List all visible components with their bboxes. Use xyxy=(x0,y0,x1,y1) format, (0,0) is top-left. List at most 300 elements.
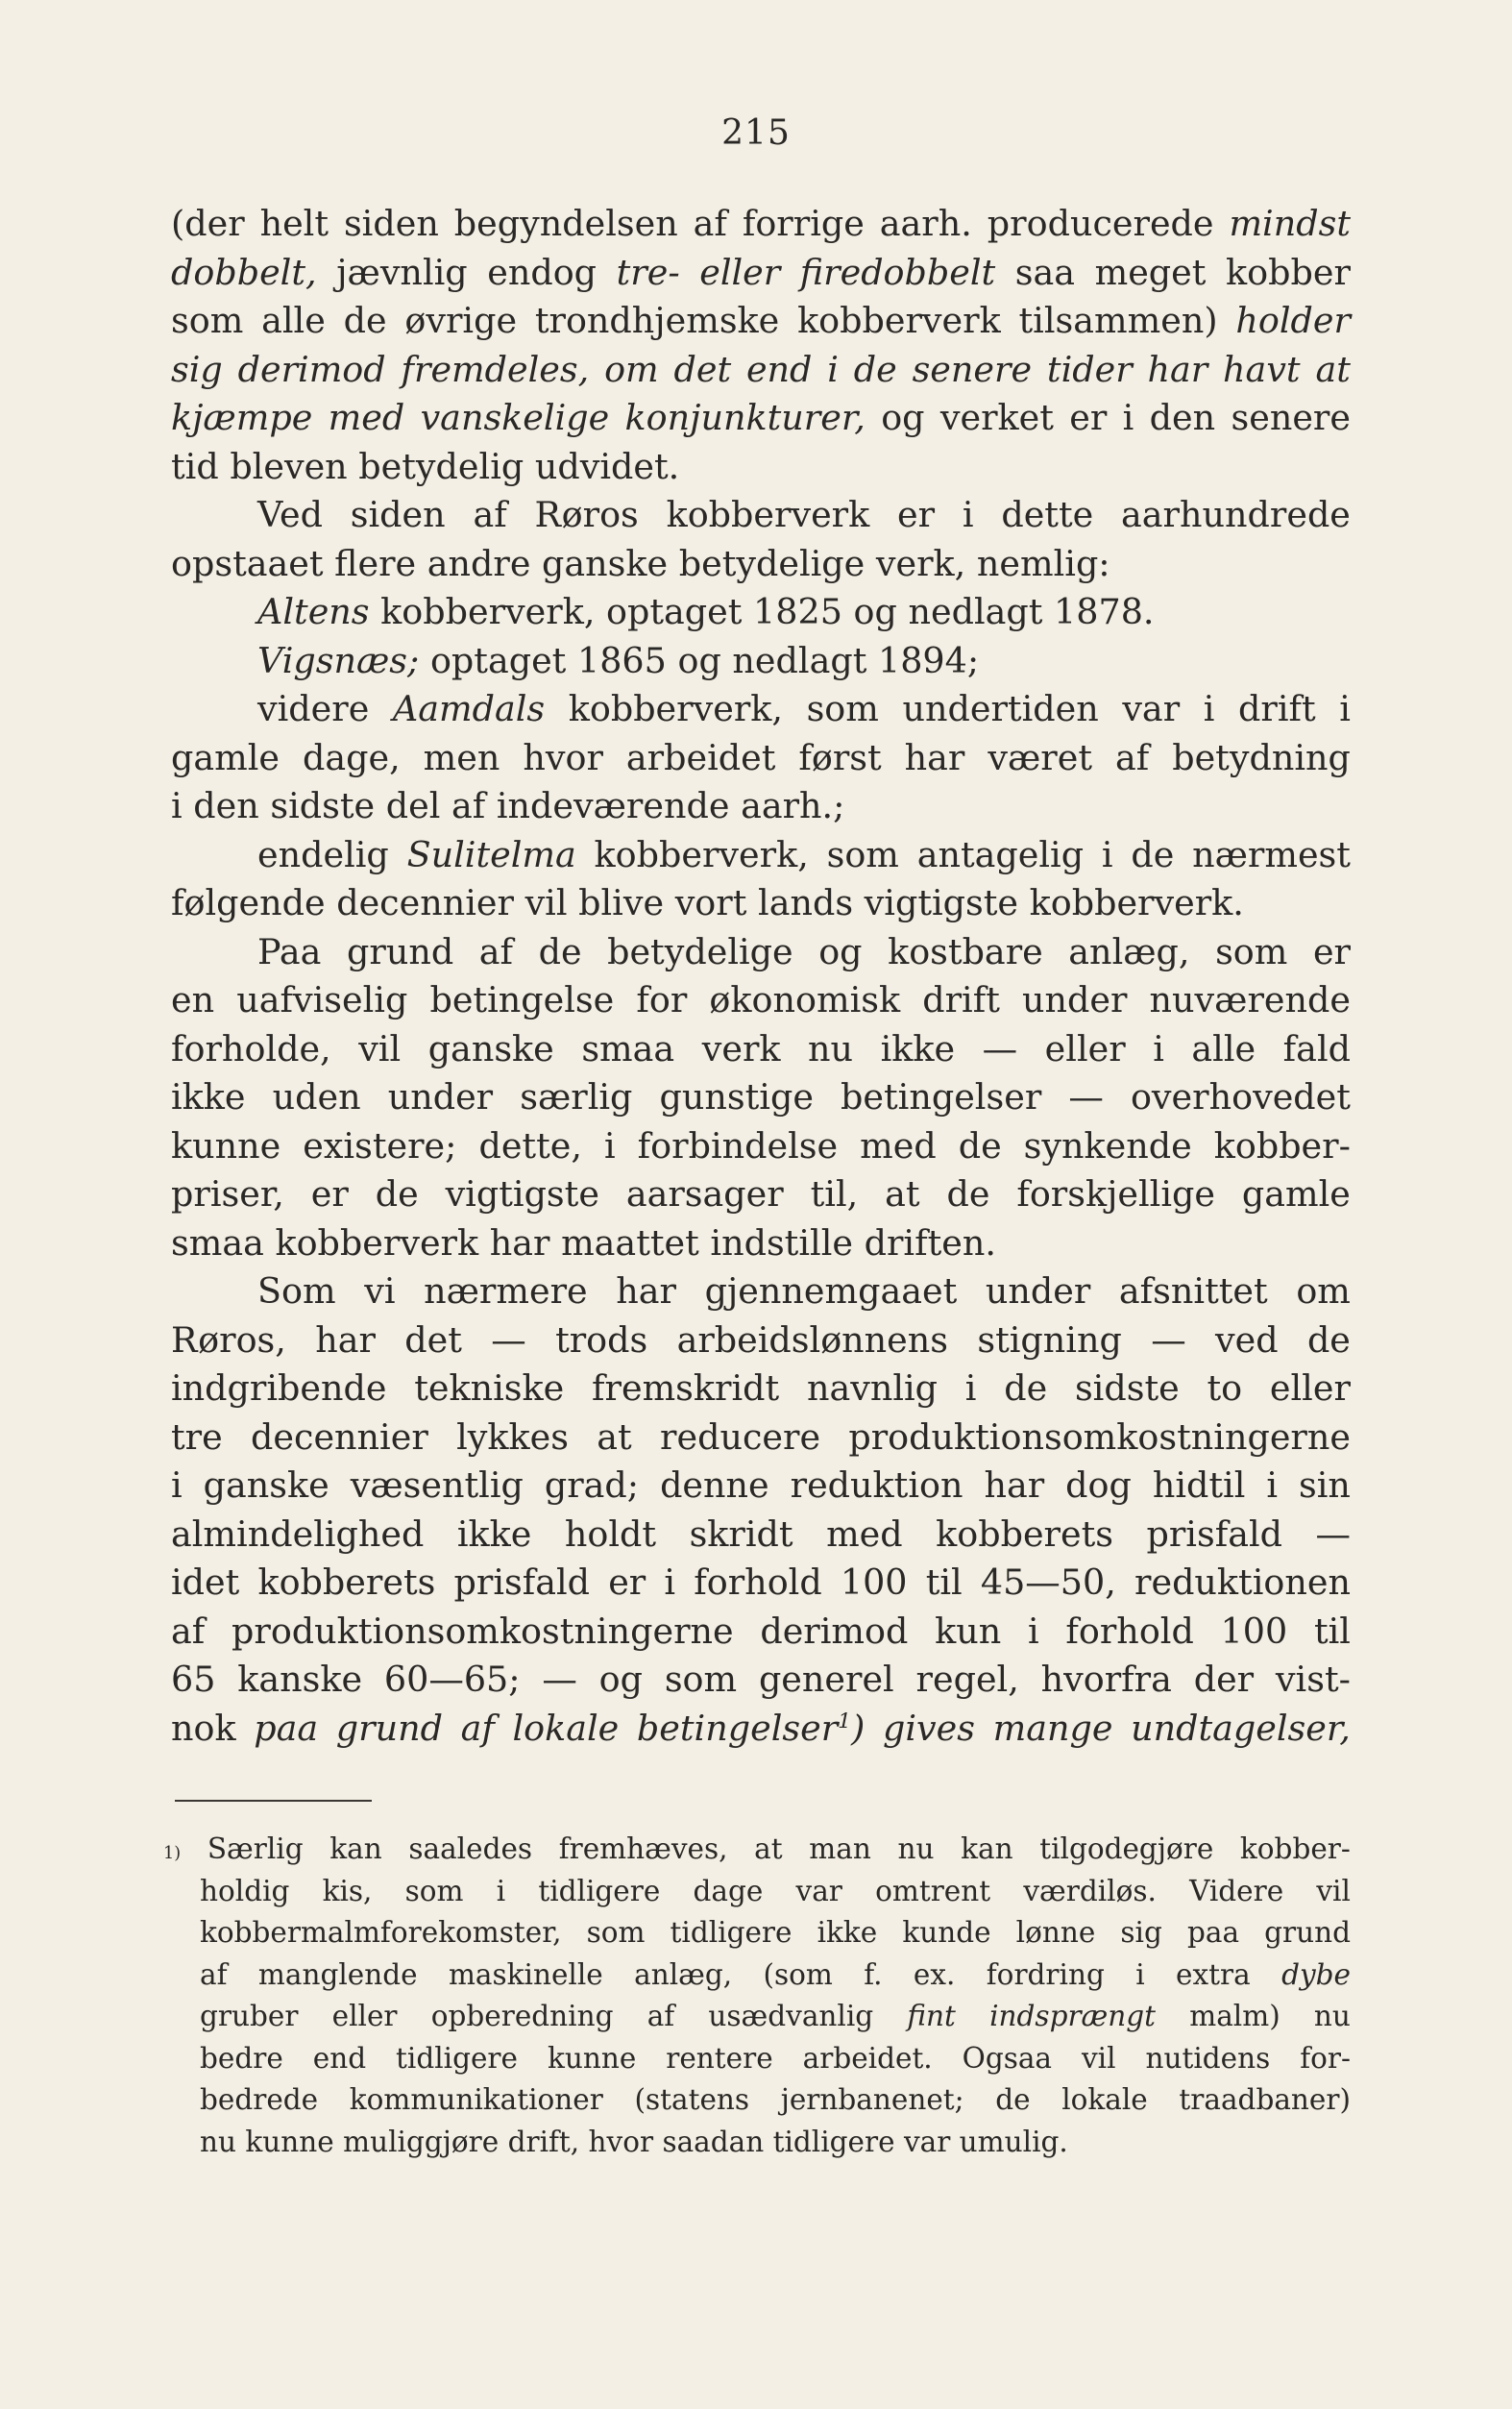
word: Særlig xyxy=(207,1832,304,1865)
word: ganske xyxy=(542,542,679,584)
italic-word: betingelser$^1$) xyxy=(636,1707,866,1749)
word: reduktionen xyxy=(1134,1561,1351,1603)
word: kunde xyxy=(902,1916,991,1949)
word: er xyxy=(608,1561,646,1603)
word: — xyxy=(1151,1318,1186,1361)
word: ganske xyxy=(427,1027,554,1069)
italic-word: om xyxy=(604,348,659,390)
word: tilgodegjøre xyxy=(1039,1832,1214,1865)
word: hvor xyxy=(588,2125,663,2158)
word: af xyxy=(451,785,497,826)
word: extra xyxy=(1176,1957,1251,1991)
word: i xyxy=(496,1874,506,1907)
word: kun xyxy=(935,1610,1002,1652)
word: Røros xyxy=(534,494,639,535)
word: manglende xyxy=(257,1957,418,1991)
word: tidligere xyxy=(396,2041,518,2075)
word: begyndelsen xyxy=(453,203,678,244)
word: indgribende xyxy=(171,1367,387,1409)
word: til, xyxy=(810,1173,859,1215)
word: vi xyxy=(364,1270,396,1312)
word: kommunikationer xyxy=(349,2083,603,2116)
word: , xyxy=(854,397,866,438)
word: af xyxy=(473,494,507,535)
word: kobber- xyxy=(1239,1832,1351,1865)
body-line xyxy=(171,1316,1351,1365)
word: fordring xyxy=(986,1957,1105,1991)
word: denne xyxy=(660,1464,769,1506)
footnote-marker: 1 xyxy=(838,1708,852,1733)
italic-word: Vigsnæs; xyxy=(257,639,430,681)
word: alle xyxy=(261,300,326,341)
word: kobberets xyxy=(257,1561,436,1603)
word: verk xyxy=(701,1027,781,1069)
body-line xyxy=(171,782,1351,831)
word: optaget xyxy=(606,591,754,632)
word: Som xyxy=(257,1270,336,1312)
italic-word: firedobbelt xyxy=(799,251,996,293)
word: end xyxy=(312,2041,367,2075)
word: fald xyxy=(1282,1027,1351,1069)
word: forhold xyxy=(1065,1610,1194,1652)
word: grund xyxy=(347,930,454,972)
word: , xyxy=(305,251,317,293)
word: i xyxy=(171,785,194,826)
word: Ogsaa xyxy=(962,2041,1053,2075)
italic-word: undtagelser, xyxy=(1131,1707,1351,1749)
footnotes xyxy=(163,1829,1351,2163)
italic-word: end xyxy=(745,348,813,390)
footnote-line xyxy=(200,2038,1351,2080)
word: følgende xyxy=(171,882,337,923)
word: i xyxy=(1203,688,1215,729)
word: at xyxy=(597,1415,632,1458)
word: de xyxy=(1004,1367,1048,1409)
word: ; xyxy=(407,639,430,681)
word: regel, xyxy=(915,1659,1019,1700)
body-line xyxy=(171,297,1351,346)
body-line xyxy=(171,540,1351,589)
word: , xyxy=(577,348,590,390)
word: i xyxy=(603,1124,616,1167)
italic-word: derimod xyxy=(237,348,386,390)
word: man xyxy=(809,1832,871,1865)
word: er xyxy=(1069,397,1108,438)
word: 45—50, xyxy=(980,1561,1116,1603)
word: kobberverk, xyxy=(568,688,783,729)
italic-word: kjæmpe xyxy=(171,397,313,438)
word: tre xyxy=(171,1415,223,1458)
body-line xyxy=(171,928,1351,977)
italic-word: tider xyxy=(1046,348,1133,390)
word: fremskridt xyxy=(592,1367,780,1409)
italic-word: fremdeles, xyxy=(401,348,590,390)
word: tilsammen) xyxy=(1018,300,1218,341)
word: var xyxy=(1122,688,1181,729)
word: eller xyxy=(1269,1367,1351,1409)
italic-word: i xyxy=(827,348,839,390)
word: sin xyxy=(1299,1464,1351,1506)
word: 100 xyxy=(1220,1610,1288,1652)
word: flere xyxy=(334,542,427,584)
word: usædvanlig xyxy=(708,2000,874,2032)
word: tid xyxy=(171,445,231,487)
word: har xyxy=(489,1221,562,1264)
word: og xyxy=(853,591,909,632)
word: fremhæves, xyxy=(558,1832,728,1865)
word: opstaaet xyxy=(171,542,335,584)
word: — xyxy=(491,1318,526,1361)
word: vil xyxy=(1081,2041,1116,2075)
word: kunne xyxy=(547,2041,637,2075)
word: særlig xyxy=(520,1076,633,1118)
word: den xyxy=(1149,397,1216,438)
body-line xyxy=(171,346,1351,395)
word: indeværende xyxy=(496,785,742,826)
body-line xyxy=(171,443,1351,492)
word: rentere xyxy=(666,2041,773,2075)
italic-word: lokale xyxy=(512,1707,620,1749)
word: i xyxy=(1027,1610,1039,1652)
body-line xyxy=(171,1364,1351,1413)
word: nutidens xyxy=(1145,2041,1271,2075)
word: gjennemgaaet xyxy=(704,1270,958,1312)
word: priser, xyxy=(171,1173,284,1215)
italic-word: har xyxy=(1147,348,1208,390)
word: men xyxy=(423,736,500,778)
italic-word: indsprængt xyxy=(989,2000,1157,2032)
word: nærmere xyxy=(424,1270,588,1312)
word: 60—65; xyxy=(383,1659,521,1700)
word: trods xyxy=(555,1318,648,1361)
word: almindelighed xyxy=(171,1512,425,1555)
word: jævnlig xyxy=(336,251,468,293)
word: forholde, xyxy=(171,1027,331,1069)
word: og xyxy=(818,930,863,972)
word: videre xyxy=(257,688,370,729)
word: drift, xyxy=(507,2125,589,2158)
word: som xyxy=(171,300,244,341)
word: gamle xyxy=(1241,1173,1351,1215)
word: kobberverk xyxy=(666,494,870,535)
word: opberedning xyxy=(430,2000,614,2032)
word: dage, xyxy=(302,736,401,778)
italic-word: konjunkturer, xyxy=(624,397,866,438)
word: de xyxy=(375,1173,419,1215)
italic-word: senere xyxy=(912,348,1033,390)
word: to xyxy=(1207,1367,1243,1409)
word: generel xyxy=(758,1659,894,1700)
body-line xyxy=(171,1462,1351,1511)
word: de xyxy=(958,1124,1002,1167)
word: af xyxy=(200,1957,228,1991)
word: producerede xyxy=(987,203,1214,244)
italic-word: eller xyxy=(699,251,781,293)
word: som xyxy=(1215,930,1288,972)
word: som xyxy=(404,1874,464,1907)
word: aarsager xyxy=(625,1173,784,1215)
word: i xyxy=(1266,1464,1279,1506)
word: som xyxy=(586,1916,646,1949)
word: er xyxy=(310,1173,349,1215)
word: nu xyxy=(1313,2000,1351,2032)
word: den xyxy=(193,785,271,826)
word: under xyxy=(985,1270,1091,1312)
word: anlæg, xyxy=(1068,930,1190,972)
word: eller xyxy=(331,2000,398,2032)
word: for- xyxy=(1300,2041,1351,2075)
word: Ved xyxy=(257,494,323,535)
word: aarh.; xyxy=(741,785,845,826)
word: gruber xyxy=(200,2000,299,2032)
word: af xyxy=(478,930,514,972)
word: tekniske xyxy=(414,1367,565,1409)
word: 100 xyxy=(840,1561,908,1603)
word: kobberverk, xyxy=(380,591,607,632)
word: sig xyxy=(1120,1916,1162,1949)
word: vil xyxy=(524,882,579,923)
word: og xyxy=(881,397,925,438)
word: i xyxy=(1101,833,1113,875)
body-line xyxy=(171,588,1351,637)
word: kan xyxy=(329,1832,382,1865)
footnote-line xyxy=(200,1996,1351,2038)
word: kobberverk xyxy=(275,1221,490,1264)
body-line xyxy=(171,1608,1351,1657)
word: gunstige xyxy=(659,1076,814,1118)
body-line xyxy=(171,1219,1351,1268)
word: nedlagt xyxy=(908,591,1055,632)
word: 1825 xyxy=(753,591,854,632)
word: af xyxy=(171,1610,206,1652)
body-line xyxy=(171,1267,1351,1316)
word: i xyxy=(962,494,974,535)
word: under xyxy=(387,1076,494,1118)
word: en xyxy=(171,979,215,1020)
italic-word: sig xyxy=(171,348,223,390)
word: smaa xyxy=(581,1027,675,1069)
word: i xyxy=(1135,1957,1145,1991)
word: drift xyxy=(922,979,1000,1020)
word: nærmest xyxy=(1192,833,1351,875)
word: ) xyxy=(174,1844,182,1863)
word: var xyxy=(903,2125,960,2158)
word: vigtigste xyxy=(864,882,1030,923)
word: og xyxy=(598,1659,644,1700)
word: som xyxy=(806,688,879,729)
word: hidtil xyxy=(1152,1464,1246,1506)
word: været xyxy=(988,736,1092,778)
body-line xyxy=(171,1656,1351,1705)
word: kobbermalmforekomster, xyxy=(200,1916,562,1949)
body-line xyxy=(171,1511,1351,1560)
italic-word: dobbelt, xyxy=(171,251,317,293)
word: af xyxy=(693,203,727,244)
word: blive xyxy=(578,882,675,923)
word: endog xyxy=(487,251,597,293)
word: af xyxy=(646,2000,675,2032)
page-number: 215 xyxy=(721,113,791,153)
word: verket xyxy=(939,397,1054,438)
word: lønne xyxy=(1015,1916,1096,1949)
word: i xyxy=(1122,397,1134,438)
italic-word: fint xyxy=(907,2000,956,2032)
footnote-line: 1) Særlig kan saaledes fremhæves, at man nu kan tilgodegjøre kobber- xyxy=(163,1829,1351,1871)
word: indstille xyxy=(710,1221,865,1264)
word: — xyxy=(1068,1076,1104,1118)
footnote-rule xyxy=(175,1800,372,1802)
word: tidligere xyxy=(772,2125,904,2158)
footnote-line xyxy=(200,1912,1351,1954)
italic-word: gives xyxy=(882,1707,975,1749)
word: bleven xyxy=(230,445,359,487)
word: kobberverk, xyxy=(594,833,809,875)
body-line xyxy=(171,1559,1351,1608)
body-line xyxy=(171,831,1351,880)
word: nok xyxy=(171,1707,236,1749)
word: lokale xyxy=(1061,2083,1148,2116)
word: vort xyxy=(674,882,759,923)
word: meget xyxy=(1094,251,1207,293)
italic-word: paa xyxy=(254,1707,319,1749)
word: Røros, xyxy=(171,1318,286,1361)
word: kostbare xyxy=(888,930,1043,972)
word: kobberets xyxy=(936,1512,1113,1555)
word: siden xyxy=(350,494,446,535)
word: decennier xyxy=(251,1415,428,1458)
word: dage xyxy=(693,1874,764,1907)
word: forhold xyxy=(694,1561,822,1603)
word: nedlagt xyxy=(732,639,878,681)
footnote-line xyxy=(200,1954,1351,1997)
word: endelig xyxy=(257,833,389,875)
word: i xyxy=(1339,688,1351,729)
word: produktionsomkostningerne xyxy=(232,1610,734,1652)
word: optaget xyxy=(429,639,577,681)
word: arbeidslønnens xyxy=(676,1318,949,1361)
word: der xyxy=(1193,1659,1255,1700)
word: idet xyxy=(171,1561,240,1603)
word: dette, xyxy=(478,1124,582,1167)
word: gamle xyxy=(171,736,280,778)
word: de xyxy=(946,1173,990,1215)
italic-word: mindst xyxy=(1229,203,1351,244)
italic-word: Sulitelma xyxy=(406,833,576,875)
word: om xyxy=(1296,1270,1351,1312)
word: betydelige xyxy=(678,542,876,584)
footnote-line xyxy=(200,2079,1351,2122)
word: kis, xyxy=(322,1874,373,1907)
italic-word: de xyxy=(853,348,897,390)
word: nu xyxy=(200,2125,246,2158)
word: økonomisk xyxy=(709,979,901,1020)
word: aarh. xyxy=(879,203,972,244)
word: , xyxy=(1339,1707,1351,1749)
word: 1894; xyxy=(877,639,980,681)
word: omtrent xyxy=(875,1874,991,1907)
word: øvrige xyxy=(404,300,518,341)
word: har xyxy=(315,1318,376,1361)
word: — xyxy=(542,1659,577,1700)
italic-word: havt xyxy=(1223,348,1301,390)
word: reducere xyxy=(660,1415,821,1458)
word: kanske xyxy=(237,1659,363,1700)
word: udvidet. xyxy=(534,445,680,487)
word: ikke xyxy=(880,1027,956,1069)
word: bedrede xyxy=(200,2083,319,2116)
body-line xyxy=(171,394,1351,443)
word: kobberverk xyxy=(797,300,1001,341)
word: verk, xyxy=(875,542,977,584)
word: (der xyxy=(171,203,245,244)
word: decennier xyxy=(336,882,525,923)
word: anlæg, xyxy=(634,1957,733,1991)
word: betydelige xyxy=(607,930,793,972)
word: eller xyxy=(1044,1027,1126,1069)
italic-word: at xyxy=(1315,348,1351,390)
word: kobber- xyxy=(1213,1124,1351,1167)
word: Paa xyxy=(257,930,322,972)
word: (statens xyxy=(634,2083,750,2116)
word: siden xyxy=(343,203,439,244)
word: derimod xyxy=(760,1610,909,1652)
word: til xyxy=(1313,1610,1351,1652)
word: først xyxy=(798,736,882,778)
word: tidligere xyxy=(538,1874,661,1907)
word: paa xyxy=(1186,1916,1240,1949)
word: under xyxy=(1021,979,1128,1020)
word: forrige xyxy=(742,203,865,244)
body-text xyxy=(171,200,1351,1753)
word: i xyxy=(171,1464,183,1506)
word: grad; xyxy=(544,1464,640,1506)
italic-word: mange xyxy=(992,1707,1113,1749)
word: 1865 xyxy=(576,639,678,681)
word: saadan xyxy=(662,2125,773,2158)
word: kobberverk. xyxy=(1029,882,1244,923)
word: traadbaner) xyxy=(1179,2083,1351,2116)
word: reduktion xyxy=(790,1464,963,1506)
word: ) xyxy=(851,1707,866,1749)
word: betydelig xyxy=(358,445,535,487)
word: — xyxy=(982,1027,1018,1069)
body-line xyxy=(171,879,1351,928)
word: i xyxy=(664,1561,676,1603)
italic-word: Altens xyxy=(257,591,381,632)
word: nuværende xyxy=(1149,979,1351,1020)
word: (som xyxy=(763,1957,833,1991)
footnote-line xyxy=(200,2122,1351,2164)
word: dette xyxy=(1001,494,1094,535)
word: jernbanenet; xyxy=(780,2083,964,2116)
word: sidste xyxy=(1074,1367,1180,1409)
word: det xyxy=(404,1318,462,1361)
word: maskinelle xyxy=(448,1957,603,1991)
word: ex. xyxy=(913,1957,956,1991)
word: med xyxy=(826,1512,903,1555)
word: malm) xyxy=(1189,2000,1280,2032)
word: de xyxy=(995,2083,1031,2116)
word: holdt xyxy=(564,1512,657,1555)
word: tidligere xyxy=(670,1916,793,1949)
word: — xyxy=(1315,1512,1351,1555)
word: antagelig xyxy=(916,833,1085,875)
word: existere; xyxy=(303,1124,457,1167)
word: vist- xyxy=(1275,1659,1351,1700)
word: kunne xyxy=(245,2125,344,2158)
word: arbeidet xyxy=(625,736,776,778)
body-line xyxy=(171,491,1351,540)
